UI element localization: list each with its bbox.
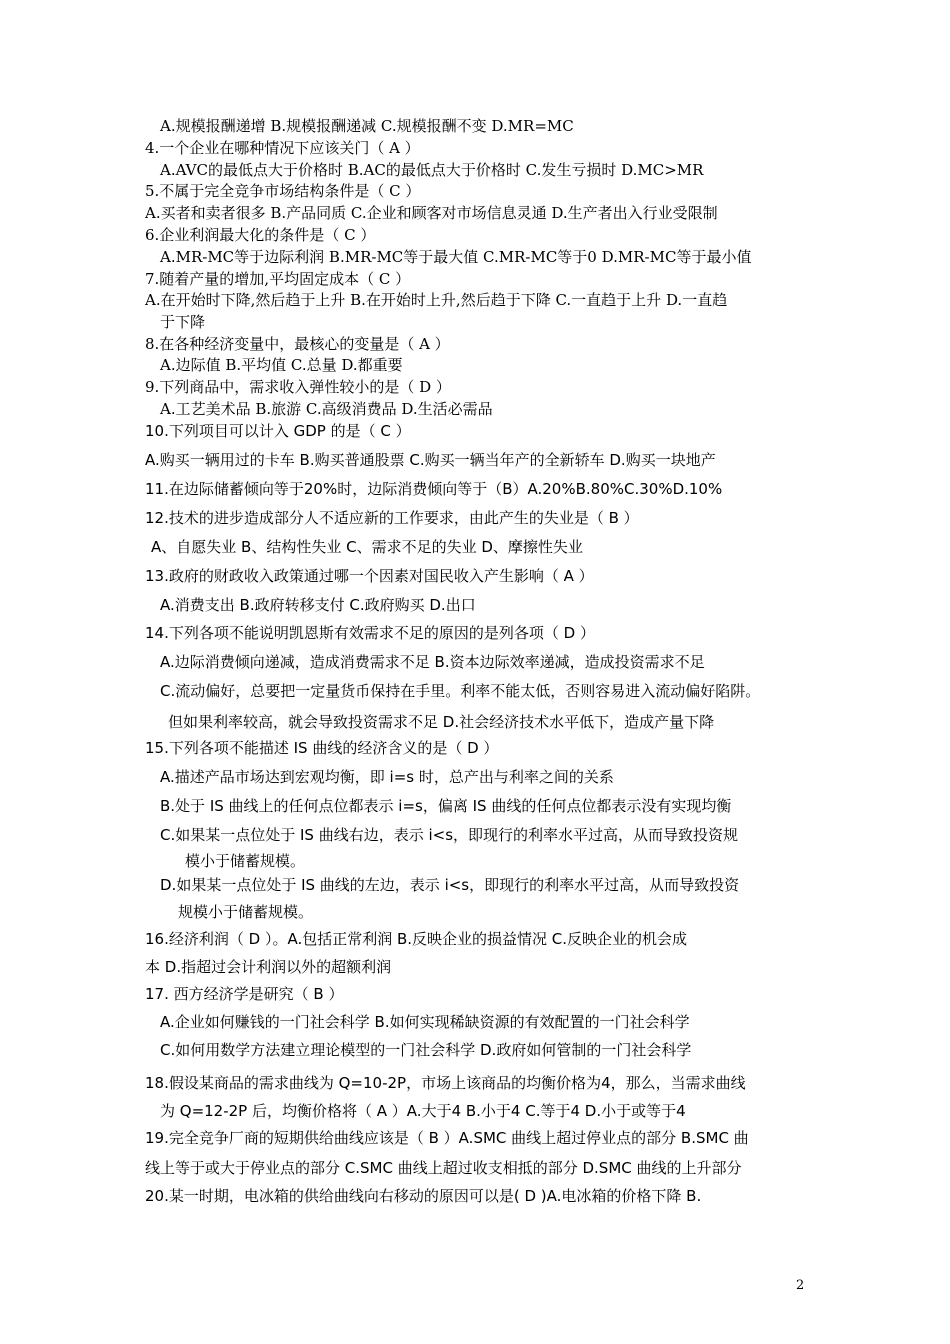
text-line: 15.下列各项不能描述 IS 曲线的经济含义的是（ D ） [145, 739, 499, 757]
text-line: D.如果某一点位处于 IS 曲线的左边，表示 i<s，即现行的利率水平过高，从而导致投资 [160, 876, 740, 894]
text-line: 8.在各种经济变量中，最核心的变量是（ A ） [145, 335, 450, 353]
text-line: 9.下列商品中，需求收入弹性较小的是（ D ） [145, 378, 451, 396]
text-line: A.企业如何赚钱的一门社会科学 B.如何实现稀缺资源的有效配置的一门社会科学 [160, 1013, 690, 1031]
text-line: C.如果某一点位处于 IS 曲线右边，表示 i<s，即现行的利率水平过高，从而导致投资规 [160, 826, 739, 844]
text-line: 6.企业利润最大化的条件是（ C ） [145, 226, 376, 244]
text-line: A.边际消费倾向递减，造成消费需求不足 B.资本边际效率递减，造成投资需求不足 [160, 653, 705, 671]
text-line: 规模小于储蓄规模。 [178, 903, 314, 921]
text-line: 14.下列各项不能说明凯恩斯有效需求不足的原因的是列各项（ D ） [145, 624, 595, 642]
text-line: A、自愿失业 B、结构性失业 C、需求不足的失业 D、摩擦性失业 [151, 538, 583, 556]
text-line: A.规模报酬递增 B.规模报酬递减 C.规模报酬不变 D.MR=MC [160, 117, 574, 135]
text-line: B.处于 IS 曲线上的任何点位都表示 i=s，偏离 IS 曲线的任何点位都表示没有实现均衡 [160, 797, 732, 815]
text-line: 13.政府的财政收入政策通过哪一个因素对国民收入产生影响（ A ） [145, 567, 594, 585]
text-line: A.AVC的最低点大于价格时 B.AC的最低点大于价格时 C.发生亏损时 D.MC>MR [160, 161, 704, 179]
text-line: 本 D.指超过会计利润以外的超额利润 [145, 958, 392, 976]
text-line: 12.技术的进步造成部分人不适应新的工作要求，由此产生的失业是（ B ） [145, 509, 639, 527]
text-line: 16.经济利润（ D ）。A.包括正常利润 B.反映企业的损益情况 C.反映企业的机会成 [145, 930, 688, 948]
text-line: A.边际值 B.平均值 C.总量 D.都重要 [160, 356, 403, 374]
text-line: 18.假设某商品的需求曲线为 Q=10-2P，市场上该商品的均衡价格为4，那么，当需求曲线 [145, 1074, 746, 1092]
text-line: 但如果利率较高，就会导致投资需求不足 D.社会经济技术水平低下，造成产量下降 [168, 713, 715, 731]
text-line: C.如何用数学方法建立理论模型的一门社会科学 D.政府如何管制的一门社会科学 [160, 1041, 692, 1059]
text-line: 7.随着产量的增加,平均固定成本（ C ） [145, 270, 411, 288]
text-line: 模小于储蓄规模。 [185, 852, 306, 870]
text-line: 4.一个企业在哪种情况下应该关门（ A ） [145, 139, 420, 157]
text-line: A.在开始时下降,然后趋于上升 B.在开始时上升,然后趋于下降 C.一直趋于上升 D.一直趋 [145, 291, 728, 309]
text-line: C.流动偏好，总要把一定量货币保持在手里。利率不能太低，否则容易进入流动偏好陷阱。 [160, 682, 761, 700]
text-line: A.买者和卖者很多 B.产品同质 C.企业和顾客对市场信息灵通 D.生产者出入行业受限制 [145, 204, 718, 222]
text-line: 为 Q=12-2P 后，均衡价格将（ A ）A.大于4 B.小于4 C.等于4 D.小于或等于4 [160, 1102, 686, 1120]
text-line: 20.某一时期，电冰箱的供给曲线向右移动的原因可以是( D )A.电冰箱的价格下降 B. [145, 1187, 702, 1205]
text-line: A.MR-MC等于边际利润 B.MR-MC等于最大值 C.MR-MC等于0 D.MR-MC等于最小值 [160, 248, 752, 266]
text-line: 5.不属于完全竞争市场结构条件是（ C ） [145, 182, 421, 200]
text-line: 19.完全竞争厂商的短期供给曲线应该是（ B ）A.SMC 曲线上超过停业点的部分 B.SMC 曲 [145, 1129, 749, 1147]
text-line: 10.下列项目可以计入 GDP 的是（ C ） [145, 422, 411, 440]
text-line: 17. 西方经济学是研究（ B ） [145, 985, 344, 1003]
text-line: 线上等于或大于停业点的部分 C.SMC 曲线上超过收支相抵的部分 D.SMC 曲线的上升部分 [145, 1159, 742, 1177]
page-number: 2 [796, 1278, 805, 1293]
text-line: A.消费支出 B.政府转移支付 C.政府购买 D.出口 [160, 596, 476, 614]
text-line: A.描述产品市场达到宏观均衡，即 i=s 时，总产出与利率之间的关系 [160, 768, 614, 786]
text-line: A.工艺美术品 B.旅游 C.高级消费品 D.生活必需品 [160, 400, 493, 418]
text-line: A.购买一辆用过的卡车 B.购买普通股票 C.购买一辆当年产的全新轿车 D.购买一块地产 [145, 451, 716, 469]
text-line: 于下降 [160, 313, 206, 331]
text-line: 11.在边际储蓄倾向等于20%时，边际消费倾向等于（B）A.20%B.80%C.30%D.10% [145, 480, 723, 498]
